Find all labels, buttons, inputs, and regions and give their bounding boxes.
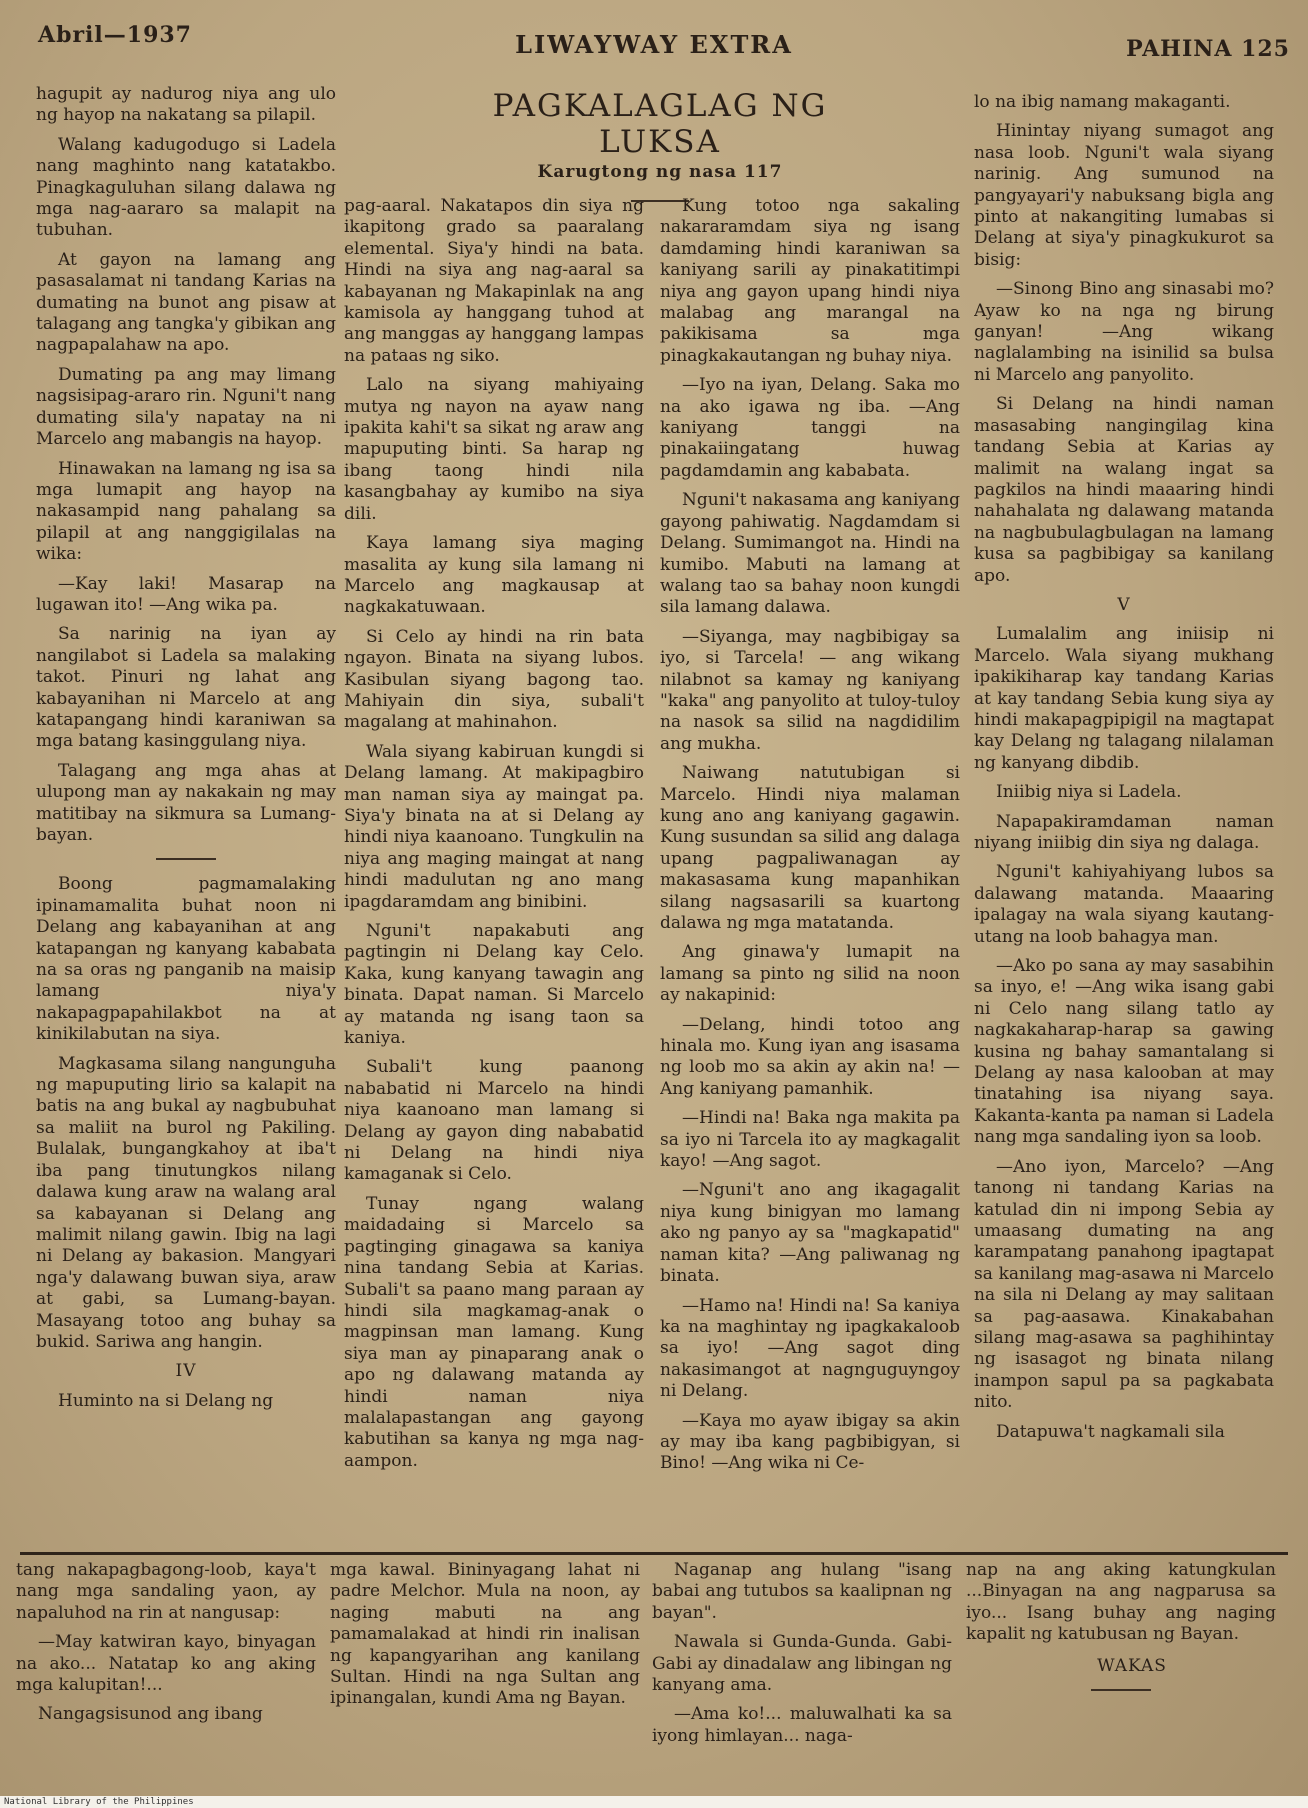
paragraph: lo na ibig namang makaganti.: [974, 92, 1231, 112]
paragraph: Kung totoo nga sakaling nakararamdam siya ng isang damdaming hindi karaniwan sa kaniyang sarili ay pinakatitimpi niya ang gayon upang hindi niya malabag ang marangal na pakikisama sa mga pinagkakautangan ng buhay niya.: [660, 196, 960, 366]
paragraph: —Ano iyon, Marcelo? —Ang tanong ni tandang Karias na katulad din ni impong Sebia ay umaasang dumating na ang karampatang panahong ipagtapat sa kanilang mag-asawa ni Marcelo na sila ni Delang ay may salitaan sa pag-aasawa. Kinakabahan silang mag-asawa sa paghihintay ng isasagot ng binata nilang inampon sapul pa sa pagkabata nito.: [974, 1156, 1274, 1413]
paragraph: hagupit ay nadurog niya ang ulo ng hayop na nakatang sa pilapil.: [36, 84, 336, 126]
section-heading: V: [1117, 594, 1131, 615]
paragraph: —Ako po sana ay may sasabihin sa inyo, e! —Ang wika isang gabi ni Celo nang silang tatlo ay nagkakaharap-harap sa gawing kusina ng bahay samantalang si Delang ay nasa kalooban at may tinatahing isa niyang saya. Kakanta-kanta pa naman si Ladela nang mga sandaling iyon sa loob.: [974, 956, 1274, 1148]
paragraph: Si Delang na hindi naman masasabing nangingilag kina tandang Sebia at Karias ay malimit na walang ingat sa pagkilos na hindi maaaring hindi nahahalata ng dalawang matanda na nagbubulagbulagan na lamang kusa sa pagbibigay sa kanilang apo.: [974, 394, 1274, 586]
paragraph: —Iyo na iyan, Delang. Saka mo na ako igawa ng iba. —Ang kaniyang tanggi na pinakaiingatang huwag pagdamdamin ang kababata.: [660, 375, 960, 481]
paragraph: Naganap ang hulang "isang babai ang tutubos sa kaalipnan ng bayan".: [652, 1560, 952, 1623]
paragraph: Subali't kung paanong nababatid ni Marcelo na hindi niya kaanoano man lamang si Delang ay gayon ding nababatid ni Delang na hindi niya kamaganak si Celo.: [344, 1057, 644, 1185]
paragraph: Iniibig niya si Ladela.: [996, 782, 1182, 803]
paragraph: Napapakiramdaman naman niyang iniibig din siya ng dalaga.: [974, 811, 1274, 853]
paragraph: Hinintay niyang sumagot ang nasa loob. Nguni't wala siyang narinig. Ang sumunod na pangyayari'y nabuksang bigla ang pinto at nakangiting lumabas si Delang at siya'y pinagkukurot sa bisig:: [974, 121, 1274, 270]
paragraph: —May katwiran kayo, binyagan na ako... Natatap ko ang aking mga kalupitan!...: [16, 1632, 316, 1696]
paragraph: Huminto na si Delang ng: [58, 1390, 274, 1411]
paragraph: —Sinong Bino ang sinasabi mo? Ayaw ko na nga ng birung ganyan! —Ang wikang naglalambing na isinilid sa bulsa ni Marcelo ang panyolito.: [974, 279, 1274, 385]
paragraph: —Kaya mo ayaw ibigay sa akin ay may iba kang pagbibigyan, si Bino! —Ang wika ni Ce-: [660, 1410, 960, 1474]
paragraph: —Ama ko!... maluwalhati ka sa iyong himlayan... naga-: [652, 1704, 952, 1746]
paragraph: —Siyanga, may nagbibigay sa iyo, si Tarcela! — ang wikang nilabnot sa kamay ng kaniyang "kaka" ang panyolito at tuloy-tuloy na nasok sa silid na nagdidilim ang mukha.: [660, 626, 960, 754]
paragraph: —Nguni't ano ang ikagagalit niya kung binigyan mo lamang ako ng panyo ay sa "magkapatid" naman kita? —Ang paliwanag ng binata.: [660, 1180, 960, 1287]
section-heading: IV: [175, 1361, 197, 1382]
paragraph: Sa narinig na iyan ay nangilabot si Ladela sa malaking takot. Pinuri ng lahat ang kabayanihan ni Marcelo at ang katapangang hindi karaniwan sa mga batang kasinggulang niya.: [36, 624, 336, 752]
paragraph: Ang ginawa'y lumapit na lamang sa pinto ng silid na noon ay nakapinid:: [660, 942, 960, 1006]
paragraph: Datapuwa't nagkamali sila: [996, 1421, 1225, 1442]
paragraph: —Hindi na! Baka nga makita pa sa iyo ni Tarcela ito ay magkagalit kayo! —Ang sagot.: [660, 1108, 960, 1172]
paragraph: Nguni't napakabuti ang pagtingin ni Delang kay Celo. Kaka, kung kanyang tawagin ang binata. Dapat naman. Si Marcelo ay matanda ng isang taon sa kaniya.: [344, 921, 644, 1049]
end-mark: WAKAS: [1097, 1655, 1167, 1676]
paragraph: Dumating pa ang may limang nagsisipag-araro rin. Nguni't nang dumating sila'y napatay na ni Marcelo ang mabangis na hayop.: [36, 364, 336, 450]
bottom-column-4: [966, 1560, 1276, 1760]
paragraph: mga kawal. Bininyagang lahat ni padre Melchor. Mula na noon, ay naging mabuti na ang pamamalakad at hindi rin inalisan ng kapangyarihan ang kanilang Sultan. Hindi na nga Sultan ang ipinangalan, kundi Ama ng Bayan.: [330, 1560, 640, 1709]
paragraph: Magkasama silang nangunguha ng mapuputing lirio sa kalapit na batis na ang bukal ay nagbubuhat sa maliit na burol ng Pakiling. Bulalak, bungangkahoy at iba't iba pang tinutungkos nilang dalawa kung araw na walang aral sa kabayanan si Delang ang malimit nilang gawin. Ibig na lagi ni Delang ay bakasion. Mangyari nga'y dalawang buwan siya, araw at gabi, sa Lumang-bayan. Masayang totoo ang buhay sa bukid. Sariwa ang hangin.: [36, 1053, 336, 1352]
column-2: [344, 196, 644, 1546]
paragraph: Nguni't nakasama ang kaniyang gayong pahiwatig. Nagdamdam si Delang. Sumimangot na. Hindi na kumibo. Mabuti na lamang at walang tao sa bahay noon kungdi sila lamang dalawa.: [660, 490, 960, 618]
bottom-column-1: [16, 1560, 316, 1760]
paragraph: Naiwang natutubigan si Marcelo. Hindi niya malaman kung ano ang kaniyang gagawin. Kung susundan sa silid ang dalaga upang pagpaliwanagan ay makasasama kung mapanhikan silang nagsasarili sa kuartong dalawa ng mga matatanda.: [660, 763, 960, 933]
section-divider: [156, 858, 216, 860]
publication-name: LIWAYWAY EXTRA: [515, 30, 793, 59]
page-number: PAHINA 125: [1126, 36, 1290, 62]
paragraph: Wala siyang kabiruan kungdi si Delang lamang. At makipagbiro man naman siya ay maingat pa. Siya'y binata na at si Delang ay hindi niya kaanoano. Tungkulin na niya ang maging maingat at nang hindi madulutan ng ano mang ipagdaramdam ang binibini.: [344, 741, 644, 912]
library-credit: National Library of the Philippines: [0, 1796, 1308, 1808]
end-rule: [1091, 1689, 1151, 1691]
article-title: PAGKALAGLAG NG LUKSA: [492, 88, 828, 160]
paragraph: Lumalalim ang iniisip ni Marcelo. Wala siyang mukhang ipakikiharap kay tandang Karias at kay tandang Sebia kung siya ay hindi makapagpipigil na magtapat kay Delang ng talagang nilalaman ng kanyang dibdib.: [974, 624, 1274, 773]
paragraph: Nguni't kahiyahiyang lubos sa dalawang matanda. Maaaring ipalagay na wala siyang kautang-utang na loob bahagya man.: [974, 862, 1274, 947]
paragraph: Lalo na siyang mahiyaing mutya ng nayon na ayaw nang ipakita kahi't sa sikat ng araw ang mapuputing binti. Sa harap ng ibang taong hindi nila kasangbahay ay kumibo na siya dili.: [344, 375, 644, 524]
column-4: [974, 92, 1274, 1546]
paragraph: Si Celo ay hindi na rin bata ngayon. Binata na siyang lubos. Kasibulan siyang bagong tao. Mahiyain din siya, subali't magalang at mahinahon.: [344, 626, 644, 733]
paragraph: Tunay ngang walang maidadaing si Marcelo sa pagtinging ginagawa sa kaniya nina tandang Sebia at Karias. Subali't sa paano mang paraan ay hindi sila magkamag-anak o magpinsan man lamang. Kung siya man ay pinaparang anak o apo ng dalawang matanda ay hindi naman niya malalapastangan ang gayong kabutihan sa kanya ng mga nag-aampon.: [344, 1193, 644, 1471]
bottom-column-2: [330, 1560, 640, 1760]
paragraph: Boong pagmamalaking ipinamamalita buhat noon ni Delang ang kabayanihan at ang katapangan ng kanyang kababata na sa oras ng panganib na maisip lamang niya'y nakapagpapahilakbot na at kinikilabutan na siya.: [36, 874, 336, 1045]
paragraph: —Hamo na! Hindi na! Sa kaniya ka na maghintay ng ipagkakaloob sa iyo! —Ang sagot ding nakasimangot at nagnguguyngoy ni Delang.: [660, 1295, 960, 1402]
bottom-column-3: [652, 1560, 952, 1760]
paragraph: tang nakapagbagong-loob, kaya't nang mga sandaling yaon, ay napaluhod na rin at nangusap:: [16, 1560, 316, 1623]
paragraph: Talagang ang mga ahas at ulupong man ay nakakain ng may matitibay na sikmura sa Lumang-bayan.: [36, 760, 336, 845]
column-3: [660, 196, 960, 1546]
continuation-note: Karugtong ng nasa 117: [537, 162, 783, 182]
paragraph: —Delang, hindi totoo ang hinala mo. Kung iyan ang isasama ng loob mo sa akin ay akin na! —Ang kaniyang pamanhik.: [660, 1014, 960, 1099]
paragraph: —Kay laki! Masarap na lugawan ito! —Ang wika pa.: [36, 573, 336, 615]
paragraph: Kaya lamang siya maging masalita ay kung sila lamang ni Marcelo ang magkausap at nagkakatuwaan.: [344, 533, 644, 618]
paragraph: Walang kadugodugo si Ladela nang maghinto nang katatakbo. Pinagkaguluhan silang dalawa ng mga nag-aararo sa malapit na tubuhan.: [36, 134, 336, 241]
paragraph: Hinawakan na lamang ng isa sa mga lumapit ang hayop na nakasampid nang pahalang sa pilapil at ang nanggigilalas na wika:: [36, 458, 336, 565]
paragraph: Nawala si Gunda-Gunda. Gabi-Gabi ay dinadalaw ang libingan ng kanyang ama.: [652, 1632, 952, 1696]
paragraph: pag-aaral. Nakatapos din siya ng ikapitong grado sa paaralang elemental. Siya'y hindi na bata. Hindi na siya ang nag-aaral sa kabayanan ng Makapinlak na ang kamisola ay hanggang tuhod at ang manggas ay hanggang lampas na pataas ng siko.: [344, 196, 644, 366]
horizontal-divider: [20, 1552, 1288, 1555]
paragraph: nap na ang aking katungkulan ...Binyagan na ang nagparusa sa iyo... Isang buhay ang naging kapalit ng katubusan ng Bayan.: [966, 1560, 1276, 1645]
paragraph: At gayon na lamang ang pasasalamat ni tandang Karias na dumating na bunot ang pisaw at talagang ang tangka'y gibikan ang nagpapalahaw na apo.: [36, 249, 336, 356]
paragraph: Nangagsisunod ang ibang: [38, 1704, 263, 1725]
issue-date: Abril—1937: [38, 22, 192, 48]
article-heading: [440, 88, 880, 202]
column-1: [36, 84, 336, 1546]
